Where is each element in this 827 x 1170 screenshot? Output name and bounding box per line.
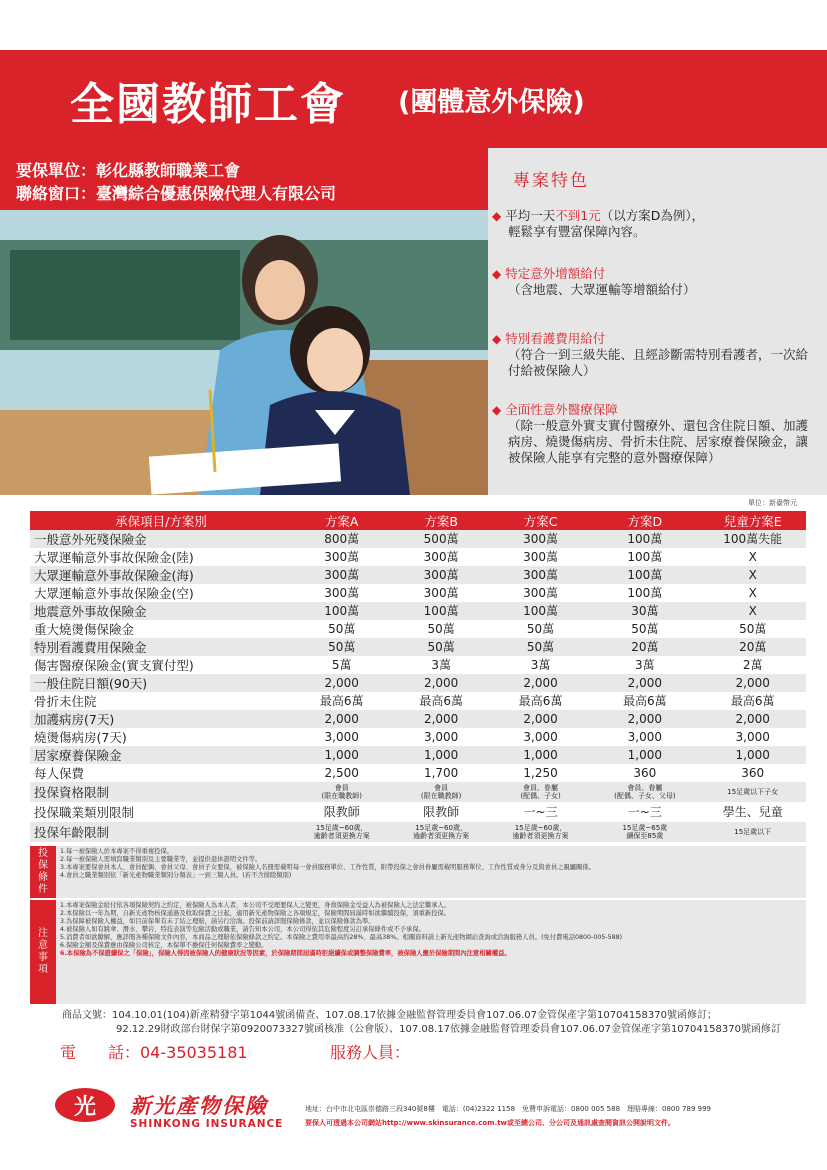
table-cell: 2,000 (699, 674, 806, 692)
table-cell: 1,250 (523, 765, 558, 780)
header-cell: 方案C (491, 511, 590, 530)
table-cell: 300萬 (324, 585, 360, 600)
table-row (30, 746, 806, 764)
table-cell: 會員、眷屬 (配偶、子女) (491, 782, 590, 802)
table-cell: 2,000 (391, 674, 490, 692)
table-cell: 會員 (限在職教師) (391, 782, 490, 802)
row-label: 大眾運輸意外事故保險金(海) (30, 566, 292, 584)
table-cell: 50萬 (526, 621, 555, 636)
table-cell: 2,000 (292, 710, 391, 728)
table-cell: 20萬 (699, 638, 806, 656)
row-label: 大眾運輸意外事故保險金(空) (34, 585, 194, 601)
feature-item-1: ◆ 平均一天不到1元（以方案D為例）， 輕鬆享有豐富保障內容。 (492, 208, 705, 239)
table-cell: 3,000 (423, 729, 459, 744)
table-cell: 50萬 (427, 621, 455, 636)
table-cell: 3,000 (523, 729, 558, 744)
feature-item-3: ◆ 特別看護費用給付 （符合一到三級失能、且經診斷需特別看護者，一次給付給被保險人） (492, 331, 809, 378)
table-row (30, 656, 806, 674)
table-row (30, 566, 806, 584)
page-title: 全國教師工會 (70, 79, 346, 130)
table-cell: X (699, 566, 806, 584)
table-cell: 3,000 (324, 729, 359, 744)
table-cell: 300萬 (423, 549, 459, 564)
approval-numbers: 商品文號：104.10.01(104)新產精發字第1044號函備查、107.08.17依據金融監督管理委員會107.06.07金管保產字第10704158370號函修訂； 92.12.29財政部台財保字第0920073327號函核准（公會版）、107.08.17依據金融監督管理委員會107.06.07金管保產字第10704158370號函修訂 (62, 1010, 781, 1035)
table-cell: 3萬 (635, 657, 655, 672)
table-row (30, 802, 806, 822)
table-cell: 15足歲~60歲， 逾齡者須更換方案 (292, 822, 391, 842)
table-cell: 300萬 (491, 530, 590, 548)
table-cell: 1,700 (423, 765, 459, 780)
row-label: 重大燒燙傷保險金 (34, 621, 135, 637)
table-cell: 300萬 (423, 585, 459, 600)
table-cell: 學生、兒童 (722, 804, 783, 819)
bullet-icon: ◆ (492, 403, 502, 417)
conditions-text: 1.每一被保險人於本專案不得重複投保。 2.每一被保險人需填寫職業類別及主要職業等，並提供退休證明文件等。 3.本專案要保會員本人、會員配偶、會員父母、會員子女要保，被保險人名冊需載明每一會員服務單位、工作性質，附帶投保之會員眷屬需載明服務單位、工作性質或身分及與會員之親屬關係。 4.會員之職業類別依「新光產物職業類別分類表」一到三類人員。(若不含排除類別) (60, 848, 595, 879)
table-cell: 3,000 (627, 729, 663, 744)
table-cell: 300萬 (523, 549, 558, 564)
table-cell: 最高6萬 (623, 693, 667, 708)
contact-window: 聯絡窗口：臺灣綜合優惠保險代理人有限公司 (16, 184, 337, 203)
table-cell: 一~三 (523, 804, 558, 819)
header-cell: 方案D (590, 511, 699, 530)
table-cell: 15足歲以下子女 (699, 782, 806, 802)
table-cell: X (699, 602, 806, 620)
row-label: 居家療養保險金 (30, 746, 292, 764)
table-cell: 3萬 (431, 657, 451, 672)
table-row (30, 764, 806, 782)
conditions-tag: 投 保 條 件 (30, 846, 56, 898)
table-cell: 3,000 (735, 729, 770, 744)
row-label: 投保年齡限制 (30, 822, 292, 842)
table-cell: 2,000 (391, 710, 490, 728)
table-cell: 2,000 (491, 674, 590, 692)
row-label: 燒燙傷病房(7天) (34, 729, 127, 745)
table-cell: 5萬 (331, 657, 352, 672)
table-cell: X (748, 585, 757, 600)
row-label: 投保職業類別限制 (34, 804, 135, 820)
table-header-row (30, 511, 806, 530)
table-cell: 15足歲以下 (699, 822, 806, 842)
table-cell: 最高6萬 (419, 693, 463, 708)
table-cell: 最高6萬 (319, 693, 364, 708)
teacher-student-photo (0, 210, 488, 495)
header-top-white (0, 0, 827, 50)
features-heading: 專案特色 (513, 171, 589, 191)
table-row (30, 620, 806, 638)
row-label: 一般住院日額(90天) (30, 674, 292, 692)
table-row (30, 728, 806, 746)
table-cell: 100萬失能 (699, 530, 806, 548)
table-cell: 360 (741, 765, 765, 780)
contact-line (60, 1040, 411, 1063)
table-cell: 一~三 (627, 804, 662, 819)
header-cell: 承保項目/方案別 (30, 511, 292, 530)
table-cell: 2萬 (742, 657, 763, 672)
table-cell: 50萬 (739, 621, 767, 636)
row-label: 傷害醫療保險金(實支實付型) (34, 657, 194, 673)
table-cell: 100萬 (627, 585, 663, 600)
table-row (30, 602, 806, 620)
table-row (30, 638, 806, 656)
table-cell: 2,500 (324, 765, 359, 780)
bullet-icon: ◆ (492, 209, 502, 223)
table-cell: 2,000 (699, 710, 806, 728)
table-row (30, 584, 806, 602)
bullet-icon: ◆ (492, 267, 502, 281)
service-staff: 服務人員： (330, 1043, 411, 1062)
table-cell: 會員 (限在職教師) (292, 782, 391, 802)
table-cell: 100萬 (590, 566, 699, 584)
table-cell: 50萬 (328, 621, 356, 636)
table-cell: 50萬 (631, 621, 659, 636)
table-cell: 1,000 (491, 746, 590, 764)
table-cell: 300萬 (391, 566, 490, 584)
currency-unit: 單位：新臺幣元 (748, 499, 797, 507)
table-cell: 2,000 (491, 710, 590, 728)
table-cell: 15足歲~60歲， 逾齡者須更換方案 (391, 822, 490, 842)
table-cell: 會員、眷屬 (配偶、子女、父母) (590, 782, 699, 802)
table-cell: 20萬 (590, 638, 699, 656)
table-cell: 2,000 (590, 674, 699, 692)
table-cell: 1,000 (391, 746, 490, 764)
feature-item-2: ◆ 特定意外增額給付 （含地震、大眾運輸等增額給付） (492, 266, 696, 297)
company-website[interactable]: 要保人可透過本公司網站http://www.skinsurance.com.tw或至總公司、分公司及通訊處查閱資訊公開說明文件。 (305, 1119, 676, 1127)
row-label: 骨折未住院 (34, 693, 97, 709)
table-cell: 30萬 (590, 602, 699, 620)
brand-name-cn: 新光產物保險 (130, 1094, 268, 1118)
table-cell: 360 (633, 765, 657, 780)
brand-name-en: SHINKONG INSURANCE (130, 1118, 284, 1130)
shinkong-logo (55, 1088, 135, 1126)
table-cell: 300萬 (491, 566, 590, 584)
table-cell: 限教師 (423, 804, 460, 819)
table-cell: 3萬 (530, 657, 551, 672)
row-label: 特別看護費用保險金 (30, 638, 292, 656)
table-cell: 限教師 (323, 804, 360, 819)
feature-item-4: ◆ 全面性意外醫療保障 （除一般意外實支實付醫療外、還包含住院日額、加護病房、燒燙傷病房、骨折未住院、居家療養保險金，讓被保險人能享有完整的意外醫療保障） (492, 402, 809, 465)
table-row (30, 782, 806, 802)
row-label: 每人保費 (34, 765, 85, 781)
row-label: 地震意外事故保險金 (30, 602, 292, 620)
table-cell: 100萬 (391, 602, 490, 620)
caution-box (30, 900, 806, 1004)
caution-tag: 注 意 事 項 (30, 900, 56, 1004)
table-cell: 50萬 (491, 638, 590, 656)
logo-mark-icon: 光 (55, 1088, 115, 1122)
row-label: 大眾運輸意外事故保險金(陸) (34, 549, 194, 565)
table-cell: 1,000 (292, 746, 391, 764)
table-cell: 50萬 (292, 638, 391, 656)
table-row (30, 710, 806, 728)
coverage-table (30, 511, 806, 842)
table-cell: 1,000 (590, 746, 699, 764)
row-label: 投保資格限制 (30, 782, 292, 802)
table-row (30, 822, 806, 842)
table-row (30, 674, 806, 692)
table-cell: 2,000 (590, 710, 699, 728)
table-cell: 100萬 (590, 530, 699, 548)
table-cell: 2,000 (292, 674, 391, 692)
table-cell: 最高6萬 (518, 693, 563, 708)
table-cell: 50萬 (391, 638, 490, 656)
table-cell: 800萬 (292, 530, 391, 548)
row-label: 加護病房(7天) (30, 710, 292, 728)
table-cell: 15足歲~60歲， 逾齡者須更換方案 (491, 822, 590, 842)
table-cell: 100萬 (491, 602, 590, 620)
header-cell: 方案A (292, 511, 391, 530)
table-cell: 1,000 (699, 746, 806, 764)
table-cell: 15足歲~65歲 續保至85歲 (590, 822, 699, 842)
table-cell: X (748, 549, 757, 564)
table-cell: 最高6萬 (730, 693, 775, 708)
table-row (30, 548, 806, 566)
row-label: 一般意外死殘保險金 (30, 530, 292, 548)
table-row (30, 530, 806, 548)
table-cell: 300萬 (324, 549, 360, 564)
table-cell: 100萬 (627, 549, 663, 564)
table-cell: 500萬 (391, 530, 490, 548)
header-cell: 兒童方案E (699, 511, 806, 530)
table-cell: 300萬 (292, 566, 391, 584)
bullet-icon: ◆ (492, 332, 502, 346)
insured-unit: 要保單位：彰化縣教師職業工會 (16, 161, 241, 180)
company-address: 地址：台中市北屯區崇德路三段340號8樓 電話：(04)2322 1158 免費申訴電話：0800 005 588 理賠專線：0800 789 999 (305, 1105, 712, 1113)
table-cell: 300萬 (523, 585, 558, 600)
page-subtitle: (團體意外保險) (398, 87, 585, 118)
phone-number: 電 話：04-35035181 (60, 1043, 248, 1062)
header-cell: 方案B (391, 511, 490, 530)
table-cell: 100萬 (292, 602, 391, 620)
conditions-box (30, 846, 806, 898)
table-row (30, 692, 806, 710)
caution-text: 1.本專案保險金給付依各項保險契約之約定，被保險人為本人者，本公司不受理要保人之變更，身故保險金受益人為被保險人之法定繼承人。 2.本保險以一年為期，自新光產物核保通過及收取保費之日起，適用新光產物保險之各項規定，保險期間屆滿時如欲繼續投保，須重新投保。 3.為保障被保險人權益，如目前保單有未了結之理賠，請另行洽詢。投保前請詳閱保險條款，並以保險條款為準。 4.被保險人如有跳傘、潛水、攀岩、特技表演等危險活動或職業，請告知本公司，本公司得依其危險程度另訂承保條件或不予承保。 5.消費者如欲瞭解，應詳閱各種保險文件內容，本商品之理賠依保險條款之約定。本保險之費用率最高約28%、最高38%。相關資料請上新光產物網站查詢或洽詢服務人員。(免付費電話0800-005-588) 6.保險金額及保費應由保險公司核定，本保單不擔保任何保險費率之變動。 6.本保險為不保證續保之「保險」，保險人得因被保險人的健康狀況等因素，於保險期間屆滿時拒絕續保或調整保險費率，被保險人應於保險期間內注意相關權益。 (60, 902, 623, 957)
